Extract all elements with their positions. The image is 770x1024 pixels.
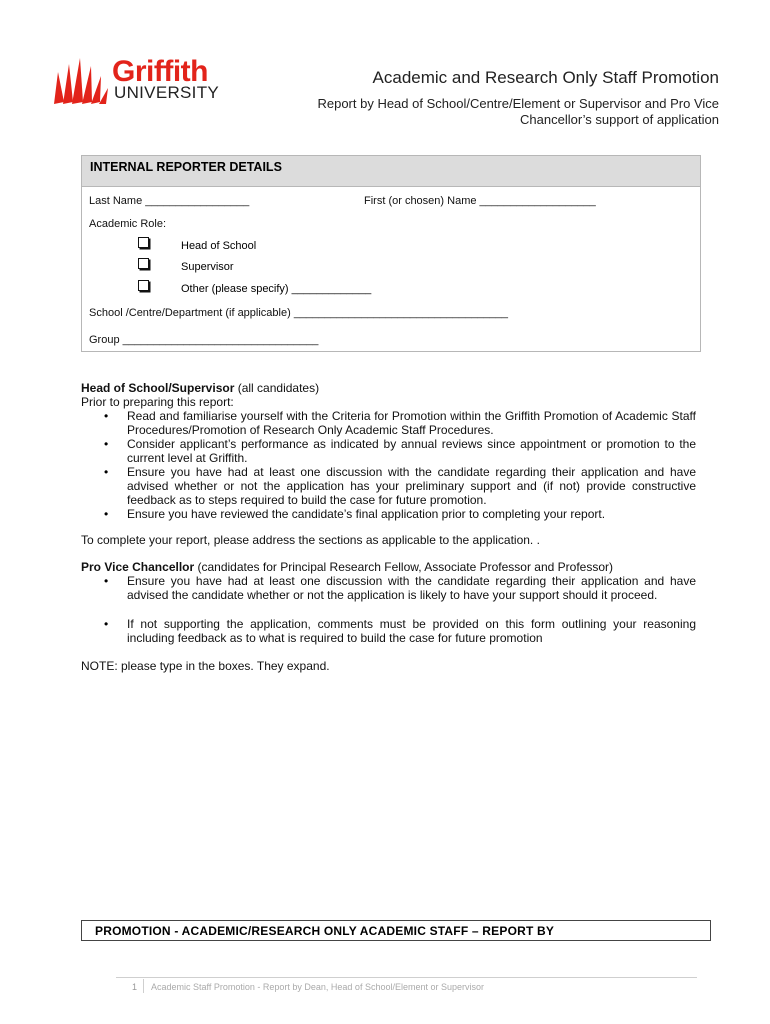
hos-bullet-1: Read and familiarise yourself with the Criteria for Promotion within the Griffith Promotion of Academic Staff Procedures/Promotion of Research Only Academic Staff Procedures. [127, 409, 696, 437]
last-name-field[interactable]: Last Name _________________ [89, 195, 250, 207]
hos-heading-note: (all candidates) [234, 381, 320, 395]
head-of-school-checkbox[interactable] [138, 237, 149, 248]
logo-subtext: UNIVERSITY [114, 83, 220, 102]
hos-bullet-4: Ensure you have reviewed the candidate’s final application prior to completing your report. [127, 507, 606, 521]
internal-reporter-details-box [81, 155, 701, 352]
bullet-icon: • [104, 617, 109, 631]
hos-bullet-2: Consider applicant’s performance as indicated by annual reviews since appointment or promotion to the current level at Griffith. [127, 437, 696, 465]
hos-intro: Prior to preparing this report: [81, 395, 234, 409]
first-name-field[interactable]: First (or chosen) Name ___________________ [364, 195, 596, 207]
school-department-field[interactable]: School /Centre/Department (if applicable) ___________________________________ [89, 307, 508, 319]
academic-role-label: Academic Role: [89, 218, 167, 230]
pvc-heading-bold: Pro Vice Chancellor [81, 560, 195, 574]
griffith-logo [52, 56, 242, 106]
head-of-school-label: Head of School [181, 240, 257, 252]
footer-separator [143, 979, 144, 993]
page-number: 1 [132, 982, 138, 992]
logo-wordmark: Griffith [112, 55, 208, 88]
reporter-heading-bar [82, 156, 700, 187]
pvc-heading-note: (candidates for Principal Research Fellow, Associate Professor and Professor) [194, 560, 614, 574]
pvc-bullet-2: If not supporting the application, comments must be provided on this form outlining your reasoning including feedback as to what is required to build the case for future promotion [127, 617, 696, 645]
complete-report-note: To complete your report, please address the sections as applicable to the application. . [81, 533, 540, 547]
other-checkbox[interactable] [138, 280, 149, 291]
bullet-icon: • [104, 409, 109, 423]
hos-bullet-3: Ensure you have had at least one discussion with the candidate regarding their application and have advised whether or not the application has your preliminary support and (if not) provide constructive feedback as to steps required to build the case for future promotion. [127, 465, 696, 507]
footer-divider [116, 977, 697, 978]
supervisor-label: Supervisor [181, 261, 234, 273]
bullet-icon: • [104, 507, 109, 521]
pvc-heading [81, 560, 613, 574]
pvc-bullet-1: Ensure you have had at least one discussion with the candidate regarding their application and have advised the candidate whether or not the application is likely to have your support should it proceed. [127, 574, 696, 602]
document-title: Academic and Research Only Staff Promotion [372, 68, 719, 87]
group-field[interactable]: Group ________________________________ [89, 334, 319, 346]
report-section-banner [81, 920, 711, 941]
supervisor-checkbox[interactable] [138, 258, 149, 269]
type-in-boxes-note: NOTE: please type in the boxes. They expand. [81, 659, 330, 673]
hos-heading [81, 381, 319, 395]
bullet-icon: • [104, 574, 109, 588]
bullet-icon: • [104, 465, 109, 479]
report-section-title: PROMOTION - ACADEMIC/RESEARCH ONLY ACADEMIC STAFF – REPORT BY [95, 924, 555, 938]
other-specify-field[interactable]: Other (please specify) _____________ [181, 283, 372, 295]
griffith-flame-icon [52, 58, 110, 106]
hos-heading-bold: Head of School/Supervisor [81, 381, 235, 395]
bullet-icon: • [104, 437, 109, 451]
reporter-heading: INTERNAL REPORTER DETAILS [90, 160, 282, 174]
document-subtitle-line2: Chancellor’s support of application [520, 112, 719, 127]
document-subtitle-line1: Report by Head of School/Centre/Element or Supervisor and Pro Vice [317, 96, 719, 111]
footer-text: Academic Staff Promotion - Report by Dean, Head of School/Element or Supervisor [151, 982, 484, 992]
